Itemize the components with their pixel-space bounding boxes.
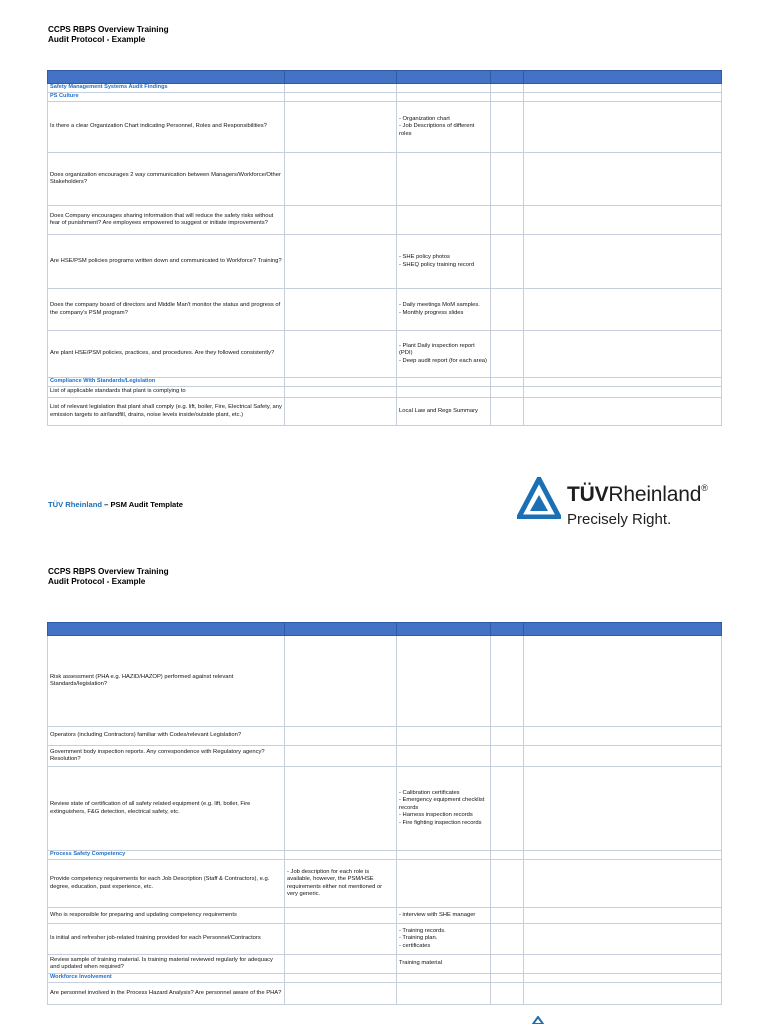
comment-cell [285,983,397,1005]
evidence-cell [397,387,491,398]
section-row [48,974,722,983]
section-row [48,851,722,860]
evidence-cell: - SHE policy photos - SHEQ policy training record [397,235,491,289]
comment-cell: - Job description for each role is available, however, the PSM/HSE requirements either not mentioned or very generic. [285,860,397,908]
table-row [48,767,722,851]
question-cell: Review sample of training material. Is training material reviewed regularly for adequacy and updated when required? [48,955,285,974]
question-cell: Is there a clear Organization Chart indicating Personnel, Roles and Responsibilities? [48,102,285,153]
page-2-header-line-1: CCPS RBPS Overview Training [48,567,169,576]
table-row [48,206,722,235]
comment-cell [285,908,397,924]
question-cell: Are personnel involved in the Process Hazard Analysis? Are personnel aware of the PHA? [48,983,285,1005]
comment-cell [285,289,397,331]
footer-brand: TÜV Rheinland [48,500,103,509]
page-1-audit-table [47,70,722,426]
table-row [48,746,722,767]
logo-registered: ® [701,483,708,493]
section-title: PS Culture [48,93,285,102]
question-cell: Are plant HSE/PSM policies, practices, and procedures. Are they followed consistently? [48,331,285,378]
table-row [48,924,722,955]
question-cell: Who is responsible for preparing and updating competency requirements [48,908,285,924]
section-title: Compliance With Standards/Legislation [48,378,285,387]
section-row [48,378,722,387]
triangle-logo-icon [517,477,561,519]
page-2-header-line-2: Audit Protocol - Example [48,577,146,586]
question-cell: Are HSE/PSM policies programs written down and communicated to Workforce? Training? [48,235,285,289]
table-header-row [48,623,722,636]
question-cell: List of relevant legislation that plant shall comply (e.g. lift, boiler, Fire, Electrical Safety, any emission targets to air/landfill, drains, noise levels inside/outside plant, etc.) [48,398,285,426]
table-row [48,331,722,378]
table-row [48,983,722,1005]
evidence-cell [397,636,491,727]
evidence-cell: - Daily meetings MoM samples. - Monthly progress slides [397,289,491,331]
page-2-audit-table [47,622,722,1005]
evidence-cell: - Calibration certificates - Emergency equipment checklist records - Harness inspection records - Fire fighting inspection records [397,767,491,851]
evidence-cell: - Plant Daily inspection report (PDI) - Deep audit report (for each area) [397,331,491,378]
tuv-rheinland-logo [515,475,725,535]
question-cell: Does Company encourages sharing information that will reduce the safety risks without fear of punishment? Are employees empowered to suggest or initiate improvements? [48,206,285,235]
page-1-header [48,25,169,45]
evidence-cell [397,727,491,746]
section-row [48,93,722,102]
table-row [48,235,722,289]
comment-cell [285,206,397,235]
logo-name-rest: Rheinland [608,483,702,506]
comment-cell [285,924,397,955]
logo-name-bold: TÜV [567,483,609,506]
evidence-cell: - interview with SHE manager [397,908,491,924]
evidence-cell [397,983,491,1005]
page-1-header-line-1: CCPS RBPS Overview Training [48,25,169,34]
table-row [48,727,722,746]
table-row [48,860,722,908]
comment-cell [285,387,397,398]
template-footer [48,500,183,509]
section-title: Workforce Involvement [48,974,285,983]
logo-wordmark [567,483,708,507]
page-1-header-line-2: Audit Protocol - Example [48,35,146,44]
comment-cell [285,235,397,289]
comment-cell [285,636,397,727]
evidence-cell: Local Law and Regs Summary [397,398,491,426]
comment-cell [285,153,397,206]
comment-cell [285,398,397,426]
section-title: Process Safety Competency [48,851,285,860]
logo-tagline: Precisely Right. [567,511,672,528]
footer-title: – PSM Audit Template [102,500,184,509]
evidence-cell [397,206,491,235]
evidence-cell: Training material [397,955,491,974]
question-cell: Review state of certification of all safety related equipment (e.g. lift, boiler, Fire extinguishers, F&G detection, electrical safety, etc. [48,767,285,851]
comment-cell [285,746,397,767]
question-cell: Provide competency requirements for each Job Description (Staff & Contractors), e.g. degree, education, past experience, etc. [48,860,285,908]
table-row [48,153,722,206]
comment-cell [285,727,397,746]
question-cell: Is initial and refresher job-related training provided for each Personnel/Contractors [48,924,285,955]
question-cell: Does the company board of directors and Middle Man't monitor the status and progress of the company's PSM program? [48,289,285,331]
question-cell: List of applicable standards that plant is complying to [48,387,285,398]
question-cell: Does organization encourages 2 way communication between Managers/Workforce/Other Stakeholders? [48,153,285,206]
question-cell: Government body inspection reports. Any correspondence with Regulatory agency? Resolution? [48,746,285,767]
comment-cell [285,102,397,153]
comment-cell [285,955,397,974]
table-row [48,398,722,426]
question-cell: Operators (including Contractors) familiar with Codes/relevant Legislation? [48,727,285,746]
table-row [48,289,722,331]
comment-cell [285,767,397,851]
table-row [48,387,722,398]
table-row [48,102,722,153]
table-header-row [48,71,722,84]
evidence-cell [397,746,491,767]
question-cell: Risk assessment (PHA e.g. HAZID/HAZOP) performed against relevant Standards/legislation? [48,636,285,727]
section-title: Safety Management Systems Audit Findings [48,84,285,93]
table-row [48,955,722,974]
evidence-cell [397,153,491,206]
table-row [48,636,722,727]
evidence-cell: - Training records. - Training plan. - certificates [397,924,491,955]
section-row [48,84,722,93]
page-2-header [48,567,169,587]
table-row [48,908,722,924]
triangle-logo-icon [531,1016,545,1024]
evidence-cell [397,860,491,908]
comment-cell [285,331,397,378]
evidence-cell: - Organization chart - Job Descriptions of different roles [397,102,491,153]
